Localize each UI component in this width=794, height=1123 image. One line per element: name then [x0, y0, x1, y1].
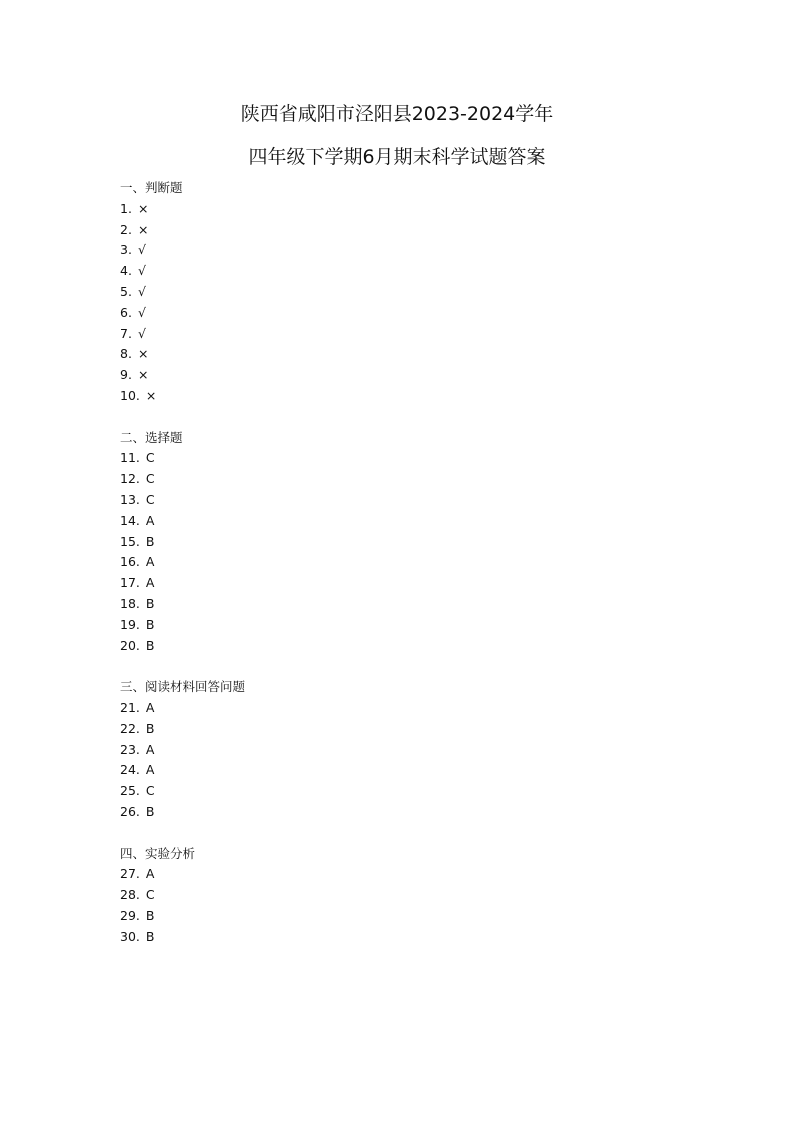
answer-item [120, 511, 680, 532]
answer-value: A [145, 762, 155, 778]
answer-item [120, 303, 680, 324]
answer-value: B [145, 928, 155, 944]
answer-value: √ [137, 242, 146, 258]
answer-item [120, 199, 680, 220]
answer-value: B [145, 533, 155, 549]
answer-item [120, 740, 680, 761]
answer-value: B [145, 595, 155, 611]
answer-item [120, 365, 680, 386]
question-number: 22. [120, 720, 140, 736]
answer-value: × [137, 200, 149, 216]
answer-value: A [145, 554, 155, 570]
question-number: 28. [120, 887, 140, 903]
question-number: 6. [120, 304, 132, 320]
answer-item [120, 802, 680, 823]
answer-value: A [145, 699, 155, 715]
answer-item [120, 261, 680, 282]
answer-item [120, 220, 680, 241]
answer-item [120, 760, 680, 781]
question-number: 15. [120, 533, 140, 549]
answer-value: C [145, 450, 155, 466]
document-title-line2: 四年级下学期6月期末科学试题答案 [248, 146, 546, 168]
question-number: 10. [120, 387, 140, 403]
answer-item [120, 532, 680, 553]
answer-item [120, 386, 680, 407]
question-number: 19. [120, 616, 140, 632]
question-number: 11. [120, 450, 140, 466]
answer-value: B [145, 907, 155, 923]
answer-value: √ [137, 283, 146, 299]
question-number: 30. [120, 928, 140, 944]
answer-value: × [137, 221, 149, 237]
question-number: 13. [120, 491, 140, 507]
answer-value: √ [137, 304, 146, 320]
section-heading: 三、阅读材料回答问题 [120, 679, 246, 695]
answer-value: A [145, 741, 155, 757]
answer-value: C [145, 491, 155, 507]
document-title-line1: 陕西省咸阳市泾阳县2023-2024学年 [240, 103, 554, 125]
section-spacer [120, 823, 680, 844]
answer-value: A [145, 512, 155, 528]
answer-value: C [145, 783, 155, 799]
question-number: 17. [120, 575, 140, 591]
answer-item [120, 282, 680, 303]
question-number: 27. [120, 866, 140, 882]
answer-item [120, 636, 680, 657]
answer-value: × [137, 367, 149, 383]
answer-item [120, 552, 680, 573]
answer-item [120, 490, 680, 511]
question-number: 21. [120, 699, 140, 715]
answer-list [120, 178, 680, 947]
question-number: 5. [120, 283, 132, 299]
answer-item [120, 469, 680, 490]
question-number: 3. [120, 242, 132, 258]
answer-value: √ [137, 263, 146, 279]
question-number: 20. [120, 637, 140, 653]
question-number: 1. [120, 200, 132, 216]
answer-item [120, 594, 680, 615]
question-number: 9. [120, 367, 132, 383]
answer-item [120, 698, 680, 719]
question-number: 16. [120, 554, 140, 570]
answer-value: B [145, 616, 155, 632]
answer-value: B [145, 803, 155, 819]
question-number: 25. [120, 783, 140, 799]
question-number: 7. [120, 325, 132, 341]
answer-item [120, 324, 680, 345]
answer-item [120, 719, 680, 740]
answer-item [120, 240, 680, 261]
answer-item [120, 344, 680, 365]
answer-value: A [145, 866, 155, 882]
answer-item [120, 885, 680, 906]
question-number: 4. [120, 263, 132, 279]
answer-value: × [145, 387, 157, 403]
question-number: 14. [120, 512, 140, 528]
answer-value: √ [137, 325, 146, 341]
answer-item [120, 927, 680, 948]
question-number: 26. [120, 803, 140, 819]
question-number: 12. [120, 471, 140, 487]
answer-item [120, 573, 680, 594]
answer-item [120, 448, 680, 469]
question-number: 2. [120, 221, 132, 237]
answer-value: B [145, 720, 155, 736]
question-number: 18. [120, 595, 140, 611]
answer-value: × [137, 346, 149, 362]
question-number: 24. [120, 762, 140, 778]
section-spacer [120, 656, 680, 677]
answer-value: B [145, 637, 155, 653]
question-number: 29. [120, 907, 140, 923]
answer-item [120, 615, 680, 636]
answer-value: C [145, 471, 155, 487]
section-heading: 二、选择题 [120, 429, 183, 445]
answer-value: A [145, 575, 155, 591]
section-heading: 四、实验分析 [120, 845, 196, 861]
answer-item [120, 864, 680, 885]
question-number: 23. [120, 741, 140, 757]
answer-item [120, 906, 680, 927]
answer-item [120, 781, 680, 802]
section-spacer [120, 407, 680, 428]
section-heading: 一、判断题 [120, 180, 183, 195]
question-number: 8. [120, 346, 132, 362]
answer-value: C [145, 887, 155, 903]
